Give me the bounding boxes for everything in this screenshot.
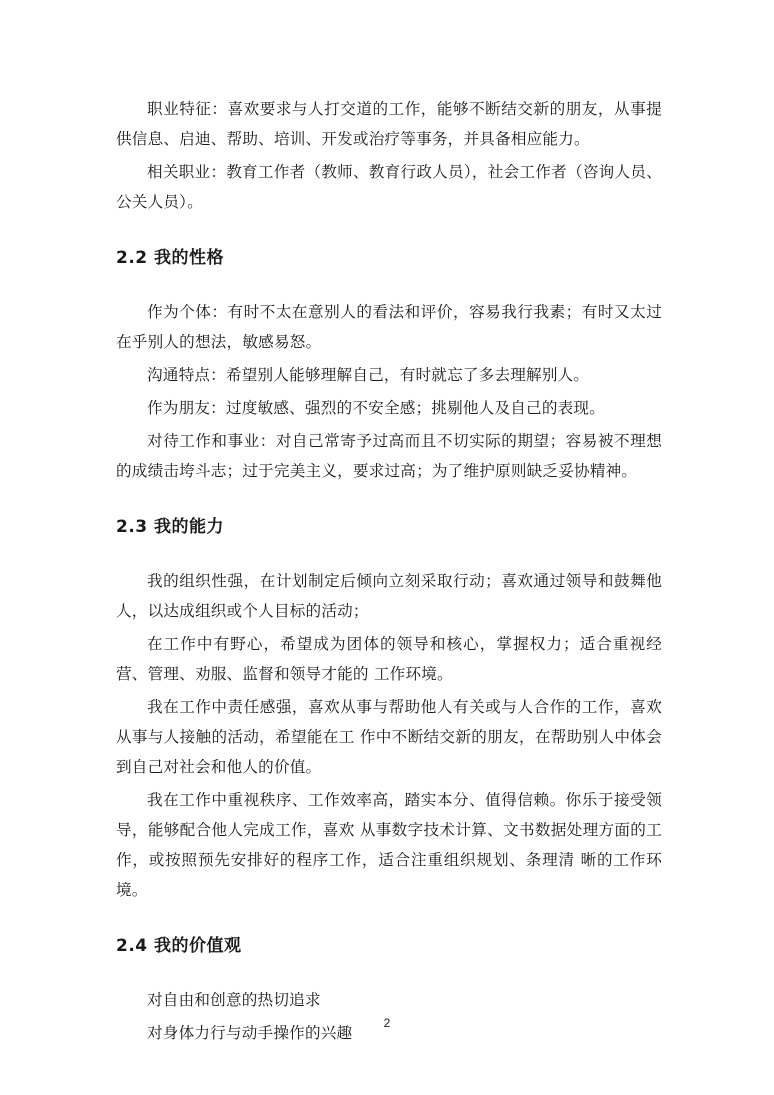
section-personality [116, 243, 662, 486]
intro-block [116, 94, 662, 217]
paragraph: 我的组织性强，在计划制定后倾向立刻采取行动；喜欢通过领导和鼓舞他人，以达成组织或个人目标的活动； [116, 572, 662, 620]
page-content [116, 94, 662, 1048]
paragraph: 在工作中有野心，希望成为团体的领导和核心，掌握权力；适合重视经营、管理、劝服、监督和领导才能的 工作环境。 [116, 635, 662, 683]
paragraph: 对自由和创意的热切追求 [147, 991, 321, 1009]
paragraph: 相关职业：教育工作者（教师、教育行政人员），社会工作者（咨询人员、公关人员）。 [116, 163, 662, 211]
paragraph: 对待工作和事业：对自己常寄予过高而且不切实际的期望；容易被不理想的成绩击垮斗志；过于完美主义，要求过高；为了维护原则缺乏妥协精神。 [116, 432, 662, 480]
paragraph: 我在工作中重视秩序、工作效率高，踏实本分、值得信赖。你乐于接受领导，能够配合他人完成工作，喜欢 从事数字技术计算、文书数据处理方面的工作，或按照预先安排好的程序工作，适合注重组织规划、条理清 晰的工作环境。 [116, 791, 662, 899]
paragraph: 沟通特点：希望别人能够理解自己，有时就忘了多去理解别人。 [147, 366, 590, 384]
paragraph: 作为个体：有时不太在意别人的看法和评价，容易我行我素；有时又太过在乎别人的想法，敏感易怒。 [116, 303, 662, 351]
section-abilities [116, 512, 662, 905]
paragraph: 作为朋友：过度敏感、强烈的不安全感；挑剔他人及自己的表现。 [147, 399, 606, 417]
paragraph: 职业特征：喜欢要求与人打交道的工作，能够不断结交新的朋友，从事提供信息、启迪、帮助、培训、开发或治疗等事务，并具备相应能力。 [116, 100, 662, 148]
section-heading: 2.4 我的价值观 [116, 936, 242, 956]
paragraph: 我在工作中责任感强，喜欢从事与帮助他人有关或与人合作的工作，喜欢从事与人接触的活动，希望能在工 作中不断结交新的朋友，在帮助别人中体会到自己对社会和他人的价值。 [116, 698, 662, 776]
section-values [116, 931, 662, 1048]
paragraph: 对身体力行与动手操作的兴趣 [147, 1024, 353, 1042]
section-heading: 2.2 我的性格 [116, 248, 225, 268]
section-heading: 2.3 我的能力 [116, 517, 225, 537]
page-number: 2 [383, 1016, 391, 1030]
